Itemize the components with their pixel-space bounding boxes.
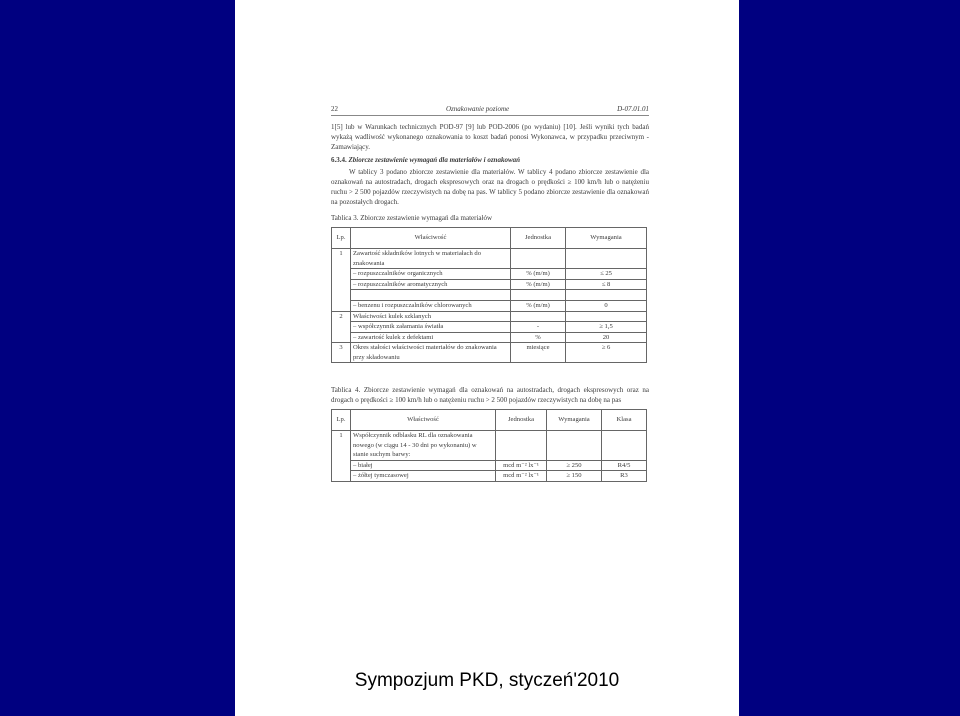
page-number: 22	[331, 105, 338, 113]
row-item: – białej	[351, 460, 496, 471]
row-lp: 2	[332, 311, 351, 343]
row-lp: 1	[332, 431, 351, 482]
row-title: Okres stałości właściwości materiałów do znakowania przy składowaniu	[351, 343, 511, 363]
col-property: Właściwość	[351, 410, 496, 431]
row-item: – rozpuszczalników organicznych	[351, 269, 511, 280]
row-unit: % (m/m)	[511, 269, 566, 280]
row-req: 0	[566, 301, 647, 312]
table4-caption: Tablica 4. Zbiorcze zestawienie wymagań dla oznakowań na autostradach, drogach ekspresowych oraz na drogach o prędkości ≥ 100 km/h lub o natężeniu ruchu > 2 500 pojazdów rzeczywistych na dobę na pas	[331, 386, 649, 404]
row-req: ≤ 25	[566, 269, 647, 280]
row-class: R4/5	[602, 460, 647, 471]
row-class: R3	[602, 471, 647, 482]
table-row	[332, 269, 647, 280]
row-item: – benzenu i rozpuszczalników chlorowanych	[351, 301, 511, 312]
row-req: ≥ 150	[547, 471, 602, 482]
table-row	[332, 322, 647, 333]
table-row	[332, 460, 647, 471]
paragraph-2: W tablicy 3 podano zbiorcze zestawienie dla materiałów. W tablicy 4 podano zbiorcze zestawienie dla oznakowań na autostradach, drogach ekspresowych oraz na drogach o prędkości ≥ 100 km/h lub o natężeniu ruchu > 2 500 pojazdów rzeczywistych na dobę na pas. W tablicy 5 podano zbiorcze zestawienie dla oznakowań na pozostałych drogach.	[331, 168, 649, 206]
table-row	[332, 249, 647, 269]
row-lp: 3	[332, 343, 351, 363]
header-code: D-07.01.01	[617, 105, 649, 113]
page-header	[331, 104, 649, 116]
row-item: – rozpuszczalników aromatycznych	[351, 279, 511, 290]
row-lp: 1	[332, 249, 351, 312]
row-req: ≥ 250	[547, 460, 602, 471]
row-req: 20	[566, 332, 647, 343]
col-lp: Lp.	[332, 410, 351, 431]
left-blue-band	[0, 0, 235, 716]
table-row	[332, 332, 647, 343]
header-title: Oznakowanie poziome	[445, 105, 510, 113]
table-row	[332, 343, 647, 363]
table-header-row	[332, 410, 647, 431]
table-row	[332, 301, 647, 312]
section-title: Zbiorcze zestawienie wymagań dla materiałów i oznakowań	[348, 156, 521, 164]
paragraph-1: 1[5] lub w Warunkach technicznych POD-97 [9] lub POD-2006 (po wydaniu) [10]. Jeśli wyniki tych badań wykażą wadliwość wykonanego oznakowania to koszt badań ponosi Wykonawca, w przypadku przeciwnym - Zamawiający.	[331, 123, 649, 151]
row-item: – zawartość kulek z defektami	[351, 332, 511, 343]
row-unit: -	[511, 322, 566, 333]
row-unit: mcd m⁻² lx⁻¹	[496, 460, 547, 471]
table-4	[331, 409, 647, 482]
col-property: Właściwość	[351, 228, 511, 249]
col-requirements: Wymagania	[547, 410, 602, 431]
row-req: ≥ 1,5	[566, 322, 647, 333]
table-header-row	[332, 228, 647, 249]
slide-footer: Sympozjum PKD, styczeń'2010	[354, 670, 620, 691]
row-unit: % (m/m)	[511, 279, 566, 290]
col-requirements: Wymagania	[566, 228, 647, 249]
row-title: Współczynnik odblasku RL dla oznakowania nowego (w ciągu 14 - 30 dni po wykonaniu) w stanie suchym barwy:	[351, 431, 496, 461]
table3-caption: Tablica 3. Zbiorcze zestawienie wymagań dla materiałów	[331, 214, 493, 222]
col-lp: Lp.	[332, 228, 351, 249]
row-item: – żółtej tymczasowej	[351, 471, 496, 482]
table-row	[332, 431, 647, 461]
section-number: 6.3.4.	[331, 156, 347, 164]
row-req: ≤ 8	[566, 279, 647, 290]
row-unit: mcd m⁻² lx⁻¹	[496, 471, 547, 482]
table-row	[332, 279, 647, 290]
table-3	[331, 227, 647, 363]
table-row	[332, 311, 647, 322]
row-title: Zawartość składników lotnych w materiałach do znakowania	[351, 249, 511, 269]
row-unit: miesiące	[511, 343, 566, 363]
row-unit: % (m/m)	[511, 301, 566, 312]
row-req: ≥ 6	[566, 343, 647, 363]
row-item: – współczynnik załamania światła	[351, 322, 511, 333]
row-title: Właściwości kulek szklanych	[351, 311, 511, 322]
scanned-document-page	[331, 104, 649, 482]
col-class: Klasa	[602, 410, 647, 431]
section-heading	[331, 155, 649, 165]
row-unit: %	[511, 332, 566, 343]
col-unit: Jednostka	[496, 410, 547, 431]
table-row	[332, 471, 647, 482]
col-unit: Jednostka	[511, 228, 566, 249]
right-blue-band	[739, 0, 960, 716]
